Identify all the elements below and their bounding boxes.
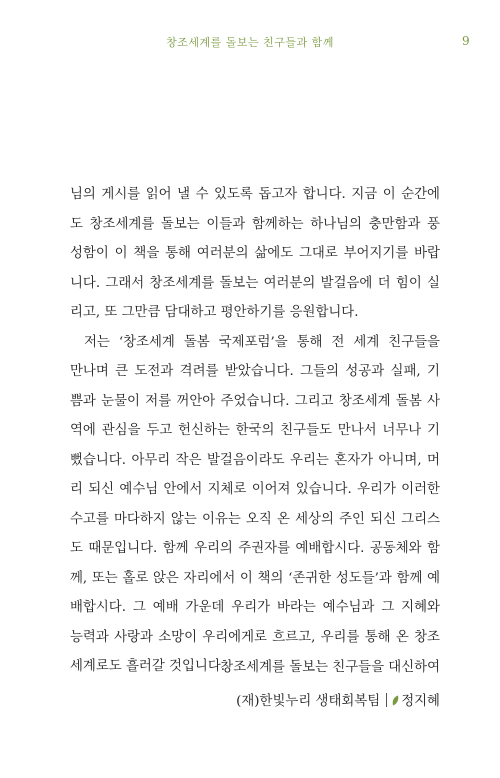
text-line: 님의 게시를 읽어 낼 수 있도록 돕고자 합니다. 지금 이 순간에 [70, 187, 440, 202]
text-line: 세계로도 흘러갈 것입니다. [70, 659, 226, 674]
running-title: 창조세계를 돌보는 친구들과 함께 [166, 36, 334, 49]
text-line: 뻤습니다. 아무리 작은 발걸음이라도 우리는 혼자가 아니며, 머 [70, 452, 440, 468]
text-line: 쁨과 눈물이 저를 꺼안아 주었습니다. 그리고 창조세계 돌봄 사 [70, 393, 440, 409]
text-line: 역에 관심을 두고 헌신하는 한국의 친구들도 만나서 너무나 기 [70, 423, 440, 438]
organization-name: (재)한빛누리 생태회복팀 [236, 694, 381, 709]
paragraph-1 [70, 180, 440, 328]
text-line: 수고를 마다하지 않는 이유는 오직 온 세상의 주인 되신 그리스 [70, 511, 440, 527]
body-text [70, 180, 440, 682]
paragraph-2 [70, 328, 440, 682]
leaf-icon [392, 695, 399, 706]
author-name: 정지혜 [401, 694, 440, 709]
text-line: 도 창조세계를 돌보는 이들과 함께하는 하나님의 충만함과 풍 [70, 216, 440, 232]
text-line: 성함이 이 책을 통해 여러분의 삶에도 그대로 부어지기를 바랍 [70, 246, 440, 261]
signature-line: 창조세계를 돌보는 친구들을 대신하여 [220, 660, 440, 675]
text-line: 저는 ‘창조세계 돌봄 국제포럼’을 통해 전 세계 친구들을 [84, 334, 440, 350]
page-number: 9 [462, 34, 470, 48]
text-line: 능력과 사랑과 소망이 우리에게로 흐르고, 우리를 통해 온 창조 [70, 629, 440, 645]
text-line: 리고, 또 그만큼 담대하고 평안하기를 응원합니다. [70, 305, 359, 320]
signature-author-line [70, 690, 440, 709]
text-line: 만나며 큰 도전과 격려를 받았습니다. 그들의 성공과 실패, 기 [70, 364, 440, 379]
text-line: 배합시다. 그 예배 가운데 우리가 바라는 예수님과 그 지혜와 [70, 600, 440, 615]
text-line: 니다. 그래서 창조세계를 돌보는 여러분의 발걸음에 더 힘이 실 [70, 275, 440, 291]
running-header [0, 34, 500, 50]
text-line: 리 되신 예수님 안에서 지체로 이어져 있습니다. 우리가 이러한 [70, 482, 440, 497]
text-line: 께, 또는 홀로 앉은 자리에서 이 책의 ‘존귀한 성도들’과 함께 예 [70, 570, 440, 586]
text-line: 도 때문입니다. 함께 우리의 주권자를 예배합시다. 공동체와 함 [70, 541, 440, 556]
separator [386, 693, 387, 707]
